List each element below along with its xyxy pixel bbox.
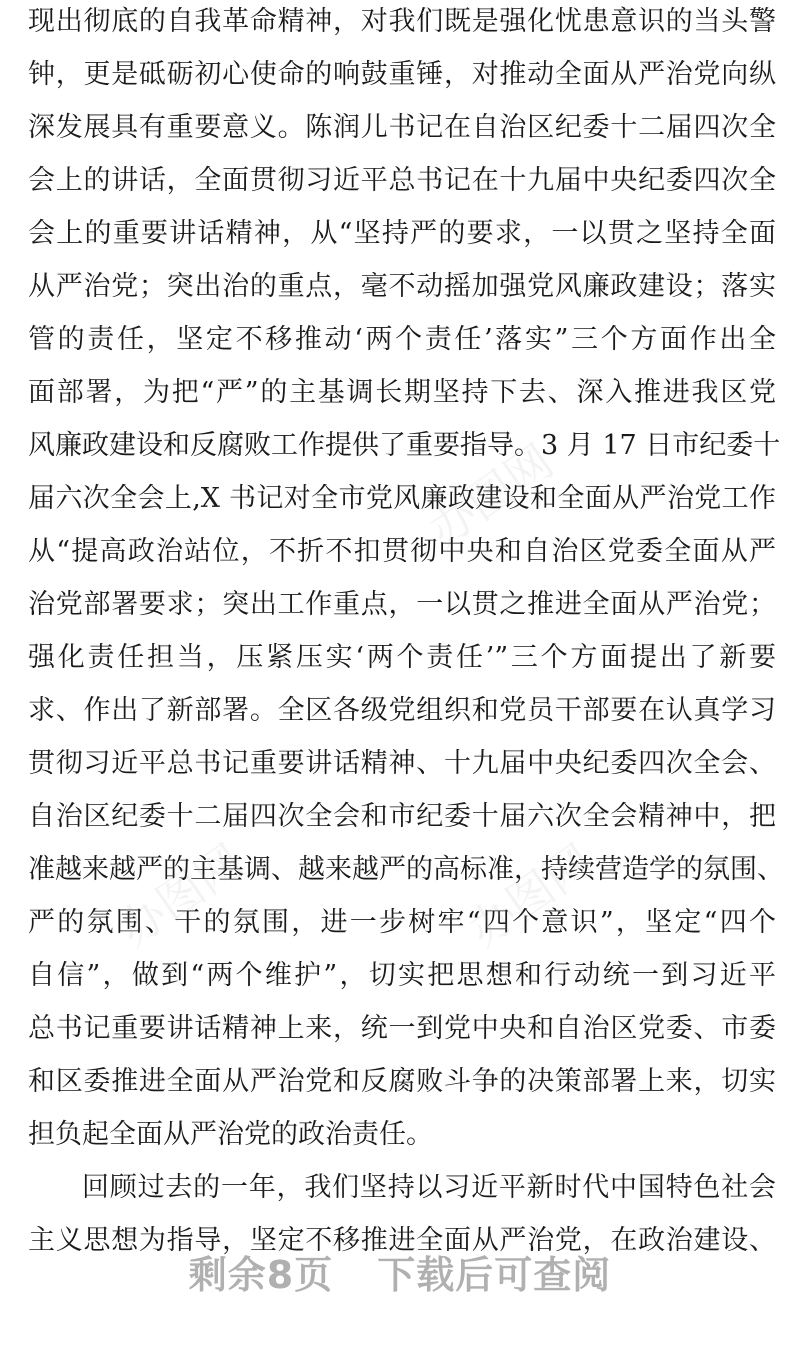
text-line: 风廉政建设和反腐败工作提供了重要指导。3 月 17 日市纪委十 (28, 430, 781, 461)
text-line: 求、作出了新部署。全区各级党组织和党员干部要在认真学习 (28, 695, 776, 726)
text-line: 会上的重要讲话精神，从“坚持严的要求，一以贯之坚持全面 (28, 218, 776, 249)
remaining-pages-label: 剩余8页 (188, 1253, 334, 1297)
watermark: 办图网 (108, 833, 253, 958)
text-line: 管的责任，坚定不移推动‘两个责任’落实”三个方面作出全 (28, 324, 776, 355)
text-line: 准越来越严的主基调、越来越严的高标准，持续营造学的氛围、 (28, 854, 784, 885)
text-line: 和区委推进全面从严治党和反腐败斗争的决策部署上来，切实 (28, 1066, 776, 1097)
download-hint-label: 下载后可查阅 (377, 1253, 612, 1297)
text-line: 自信”，做到“两个维护”，切实把思想和行动统一到习近平 (28, 960, 776, 991)
text-line: 从严治党；突出治的重点，毫不动摇加强党风廉政建设；落实 (28, 271, 776, 302)
text-line: 主义思想为指导，坚定不移推进全面从严治党，在政治建设、 (28, 1225, 776, 1256)
text-line: 担负起全面从严治党的政治责任。 (28, 1119, 433, 1150)
watermark: 办图网 (458, 833, 603, 958)
remaining-pages-banner[interactable] (0, 1244, 800, 1299)
text-line: 自治区纪委十二届四次全会和市纪委十届六次全会精神中，把 (28, 801, 776, 832)
text-line: 届六次全会上,X 书记对全市党风廉政建设和全面从严治党工作 (28, 483, 776, 514)
text-line: 深发展具有重要意义。陈润儿书记在自治区纪委十二届四次全 (28, 112, 776, 143)
text-line: 贯彻习近平总书记重要讲话精神、十九届中央纪委四次全会、 (28, 748, 776, 779)
text-line: 总书记重要讲话精神上来，统一到党中央和自治区党委、市委 (28, 1013, 776, 1044)
text-line: 严的氛围、干的氛围，进一步树牢“四个意识”，坚定“四个 (28, 907, 776, 938)
text-line: 会上的讲话，全面贯彻习近平总书记在十九届中央纪委四次全 (28, 165, 776, 196)
text-line: 钟，更是砥砺初心使命的响鼓重锤，对推动全面从严治党向纵 (28, 59, 776, 90)
text-line: 回顾过去的一年，我们坚持以习近平新时代中国特色社会 (82, 1172, 776, 1203)
watermark: 办图网 (418, 433, 563, 558)
text-line: 强化责任担当，压紧压实‘两个责任’”三个方面提出了新要 (28, 642, 776, 673)
text-line: 从“提高政治站位，不折不扣贯彻中央和自治区党委全面从严 (28, 536, 776, 567)
text-line: 面部署，为把“严”的主基调长期坚持下去、深入推进我区党 (28, 377, 776, 408)
text-line: 治党部署要求；突出工作重点，一以贯之推进全面从严治党； (28, 589, 776, 620)
text-line: 现出彻底的自我革命精神，对我们既是强化忧患意识的当头警 (28, 6, 776, 37)
